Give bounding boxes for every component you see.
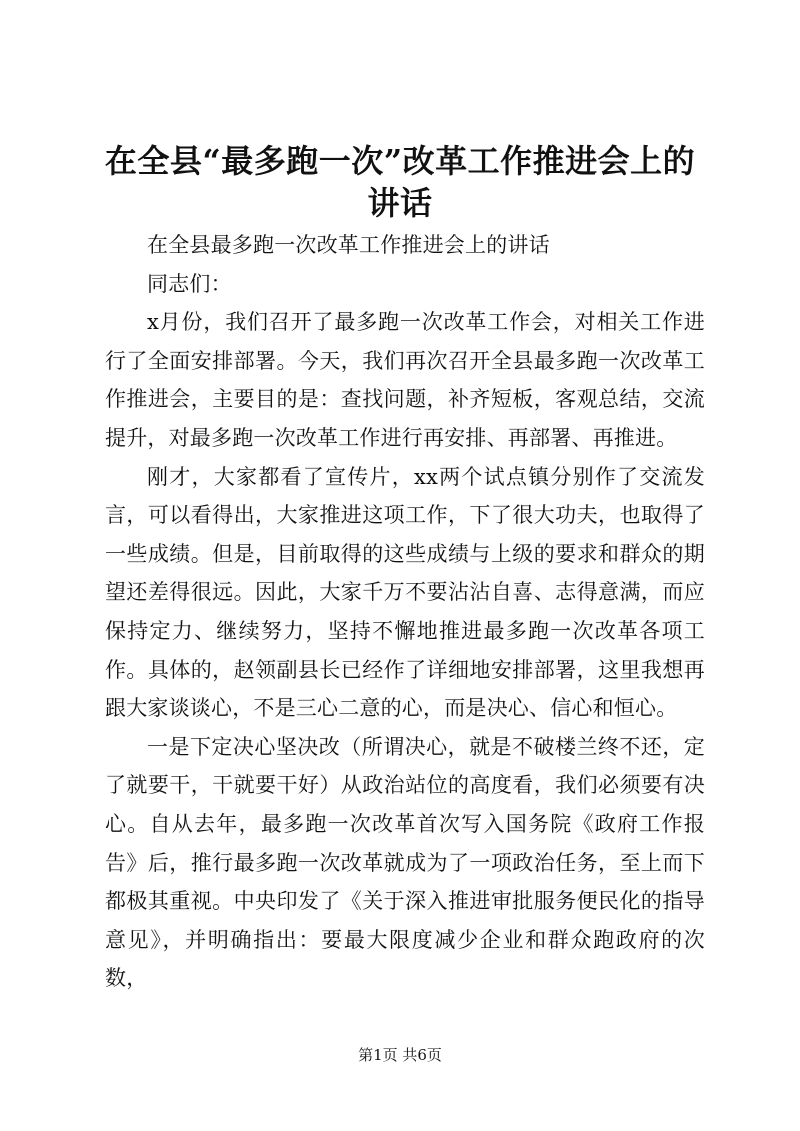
document-body <box>105 226 705 998</box>
paragraph: x月份，我们召开了最多跑一次改革工作会，对相关工作进行了全面安排部署。今天，我们再次召开全县最多跑一次改革工作推进会，主要目的是：查找问题，补齐短板，客观总结，交流提升，对最多跑一次改革工作进行再安排、再部署、再推进。 <box>105 310 705 450</box>
paragraph-salutation: 同志们： <box>147 271 232 296</box>
page-footer: 第1页 共6页 <box>358 1046 442 1064</box>
paragraph: 刚才，大家都看了宣传片，xx两个试点镇分别作了交流发言，可以看得出，大家推进这项工作，下了很大功夫，也取得了一些成绩。但是，目前取得的这些成绩与上级的要求和群众的期望还差得很远。因此，大家千万不要沾沾自喜、志得意满，而应保持定力、继续努力，坚持不懈地推进最多跑一次改革各项工作。具体的，赵领副县长已经作了详细地安排部署，这里我想再跟大家谈谈心，不是三心二意的心，而是决心、信心和恒心。 <box>105 464 705 721</box>
paragraph-subtitle: 在全县最多跑一次改革工作推进会上的讲话 <box>147 233 550 257</box>
paragraph: 一是下定决心坚决改（所谓决心，就是不破楼兰终不还，定了就要干，干就要干好）从政治站位的高度看，我们必须要有决心。自从去年，最多跑一次改革首次写入国务院《政府工作报告》后，推行最多跑一次改革就成为了一项政治任务，至上而下都极其重视。中央印发了《关于深入推进审批服务便民化的指导意见》，并明确指出：要最大限度减少企业和群众跑政府的次数， <box>105 734 705 991</box>
document-title: 在全县“最多跑一次”改革工作推进会上的讲话 <box>104 142 696 222</box>
